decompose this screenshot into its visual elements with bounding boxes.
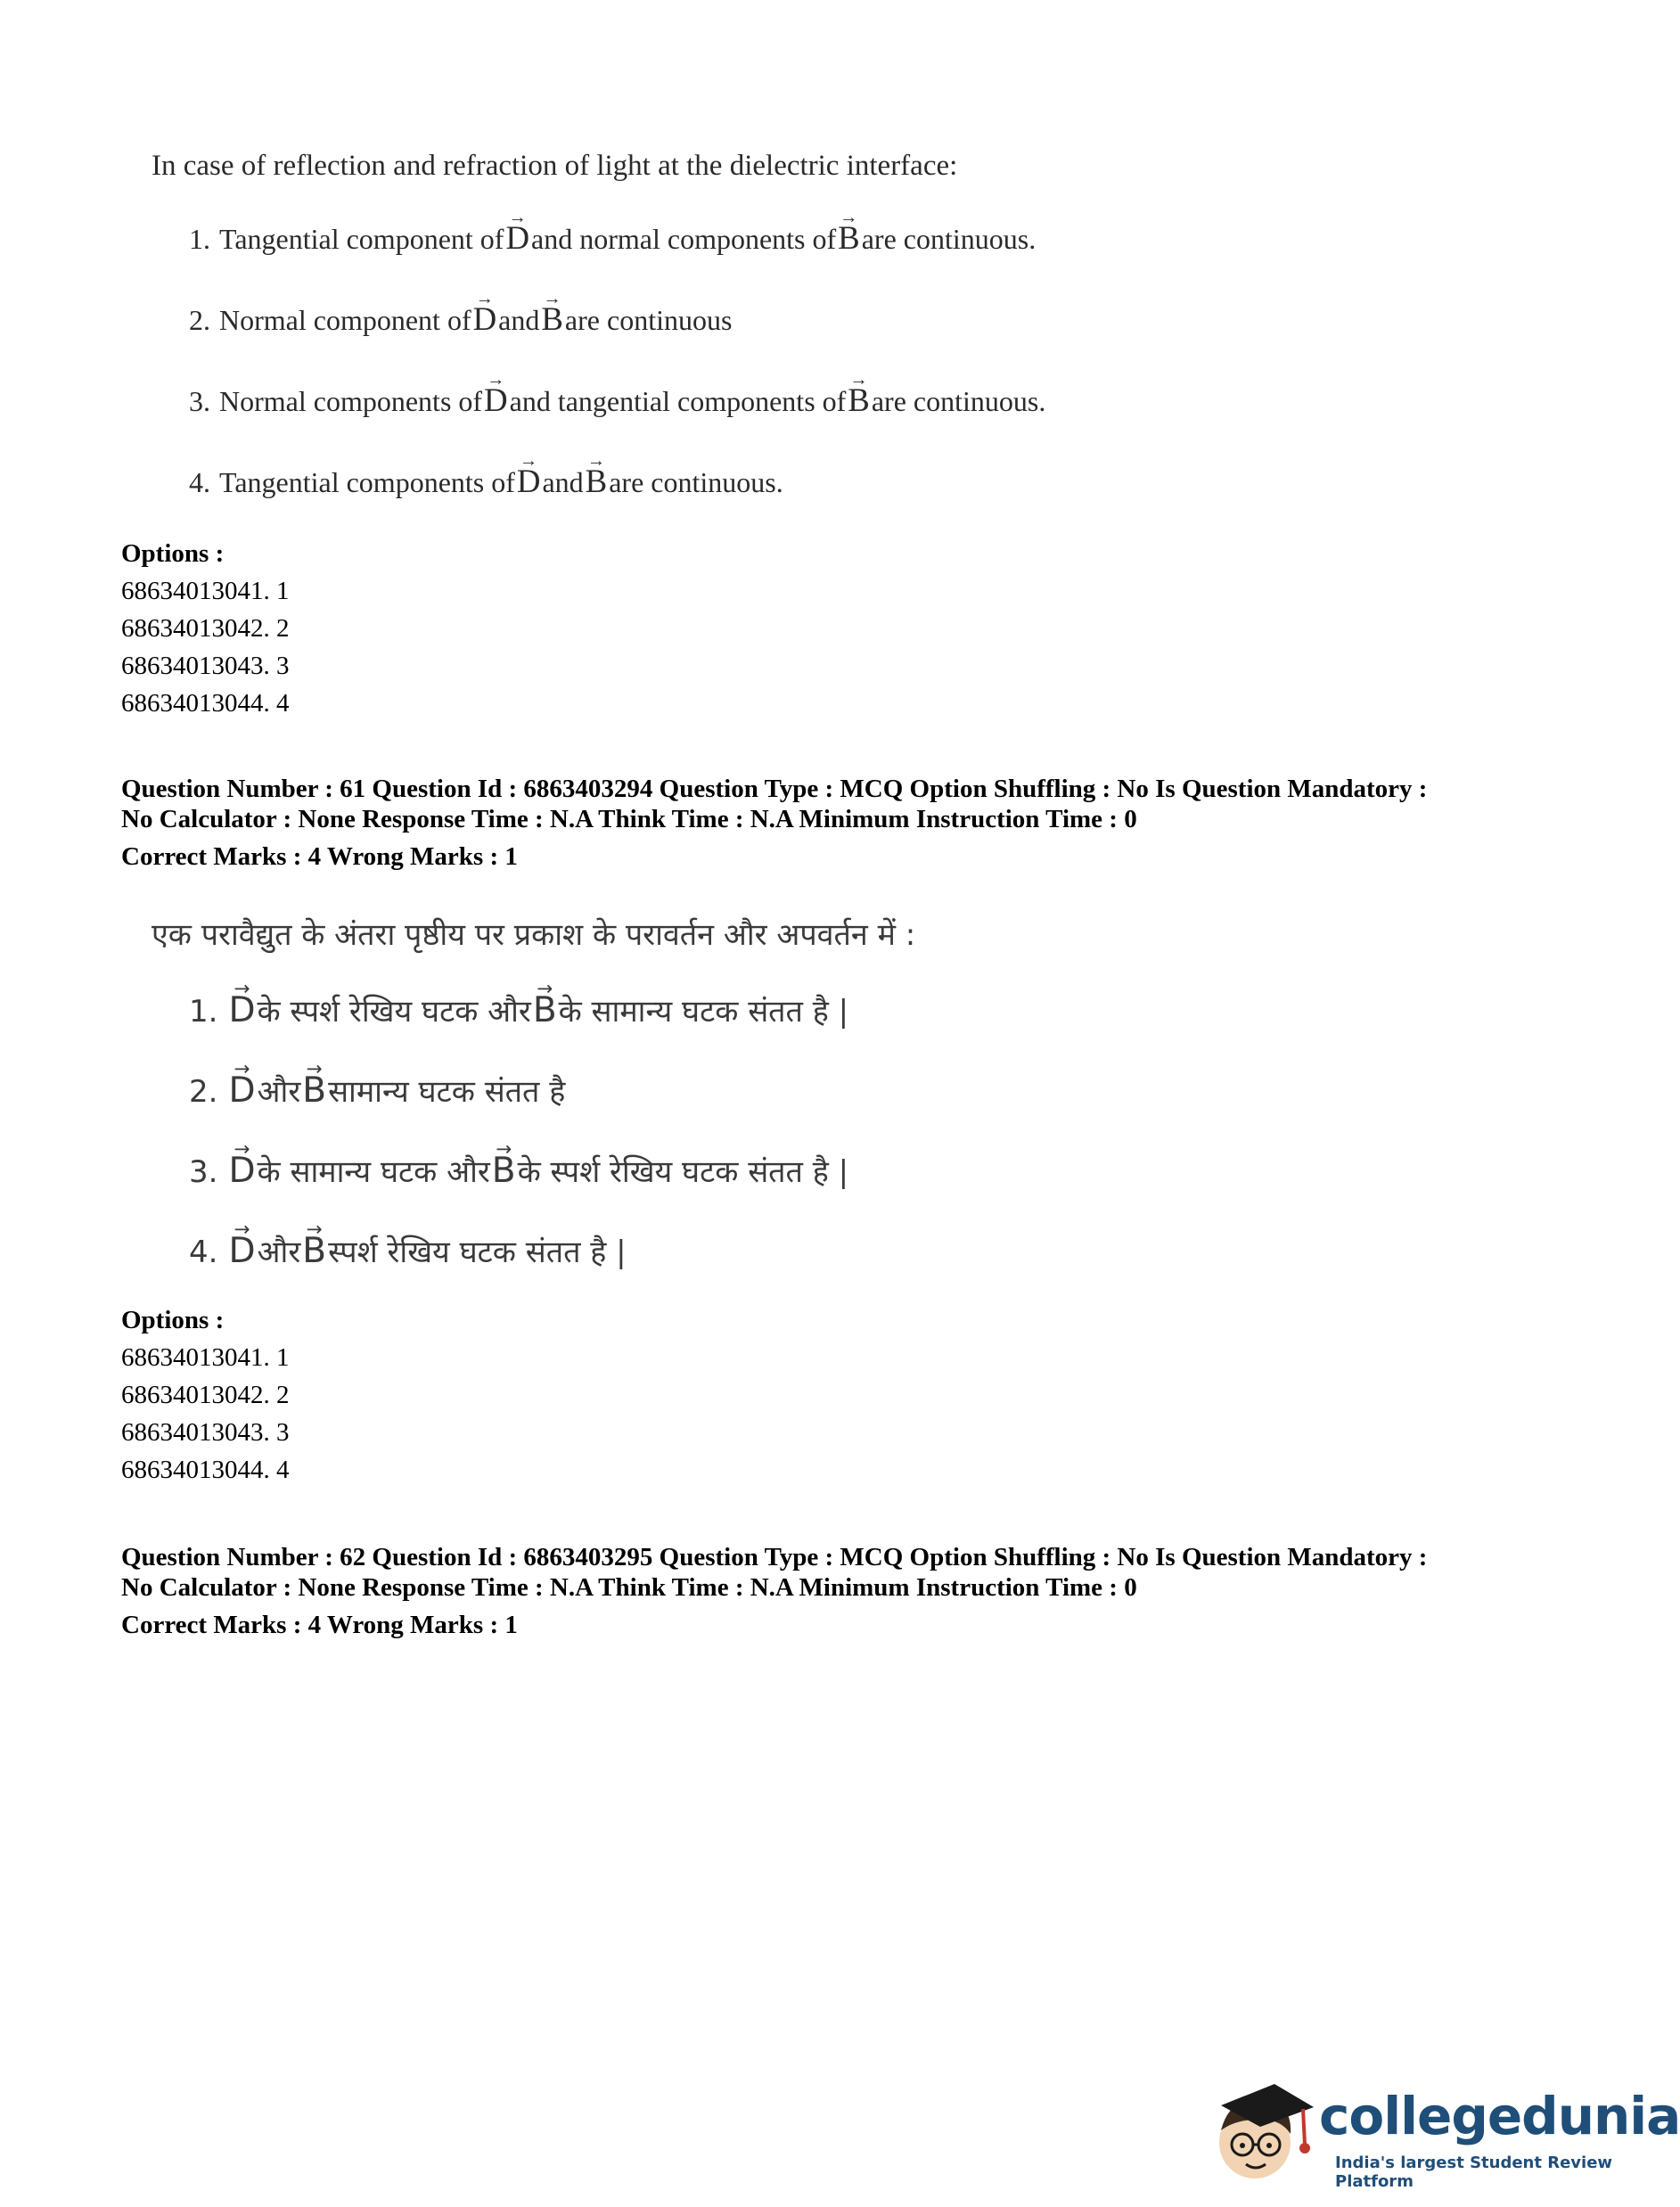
option-1: 68634013041. 1 xyxy=(121,577,290,605)
collegedunia-logo[interactable] xyxy=(1203,2068,1680,2193)
question-stem: एक परावैद्युत के अंतरा पृष्ठीय पर प्रकाश के परावर्तन और अपवर्तन में : xyxy=(152,917,916,953)
vector-b: → B xyxy=(300,1071,328,1111)
statement-1: 1. → D के स्पर्श रेखिय घटक और → B के सामान्य घटक संतत है | xyxy=(189,989,1310,1030)
question-62-meta xyxy=(121,1542,1512,1640)
option-4: 68634013044. 4 xyxy=(121,1456,290,1484)
meta-line-1: Question Number : 62 Question Id : 6863403295 Question Type : MCQ Option Shuffling : No Is Question Mandatory : xyxy=(121,1543,1428,1571)
meta-line-2: No Calculator : None Response Time : N.A Think Time : N.A Minimum Instruction Time : 0 xyxy=(121,1573,1137,1602)
options-heading: Options : xyxy=(121,1306,225,1334)
meta-line-2: No Calculator : None Response Time : N.A Think Time : N.A Minimum Instruction Time : 0 xyxy=(121,805,1137,833)
question-60-options xyxy=(121,535,290,722)
statement-3: 3. → D के सामान्य घटक और → B के स्पर्श रेखिय घटक संतत है | xyxy=(189,1150,1310,1191)
vector-b: → B xyxy=(539,299,565,338)
question-60-image xyxy=(152,150,1310,543)
question-stem: In case of reflection and refraction of light at the dielectric interface: xyxy=(152,150,958,182)
vector-b: → B xyxy=(846,381,872,419)
question-61-meta xyxy=(121,774,1512,872)
vector-b: → B xyxy=(490,1151,518,1191)
vector-d: → D xyxy=(226,1231,257,1271)
vector-d: → D xyxy=(471,299,499,338)
option-3: 68634013043. 3 xyxy=(121,1418,290,1447)
vector-b: → B xyxy=(584,462,610,500)
statement-4: 4. Tangential components of → D and → B are continuous. xyxy=(189,462,1310,500)
vector-d: → D xyxy=(226,990,257,1030)
vector-b: → B xyxy=(300,1231,328,1271)
question-61-image xyxy=(152,913,1310,1310)
student-mascot-icon xyxy=(1203,2068,1319,2193)
options-heading: Options : xyxy=(121,539,225,568)
vector-d: → D xyxy=(482,381,510,419)
option-3: 68634013043. 3 xyxy=(121,652,290,680)
vector-d: → D xyxy=(515,462,543,500)
statement-2: 2. → D और → B सामान्य घटक संतत है xyxy=(189,1070,1310,1111)
marks-line: Correct Marks : 4 Wrong Marks : 1 xyxy=(121,1611,518,1639)
meta-line-1: Question Number : 61 Question Id : 6863403294 Question Type : MCQ Option Shuffling : No Is Question Mandatory : xyxy=(121,775,1428,803)
vector-b: → B xyxy=(531,990,559,1030)
vector-d: → D xyxy=(226,1151,257,1191)
option-2: 68634013042. 2 xyxy=(121,614,290,643)
question-61-options xyxy=(121,1301,290,1489)
vector-b: → B xyxy=(836,218,862,257)
brand-tagline: India's largest Student Review Platform xyxy=(1335,2154,1613,2191)
brand-name: collegedunia xyxy=(1319,2086,1680,2146)
marks-line: Correct Marks : 4 Wrong Marks : 1 xyxy=(121,842,518,871)
statement-3: 3. Normal components of → D and tangential components of → B are continuous. xyxy=(189,381,1310,419)
statement-2: 2. Normal component of → D and → B are continuous xyxy=(189,299,1310,338)
option-4: 68634013044. 4 xyxy=(121,689,290,718)
vector-d: → D xyxy=(226,1071,257,1111)
vector-d: → D xyxy=(504,218,531,257)
option-2: 68634013042. 2 xyxy=(121,1381,290,1409)
option-1: 68634013041. 1 xyxy=(121,1343,290,1372)
statement-1: 1. Tangential component of → D and normal components of → B are continuous. xyxy=(189,218,1310,257)
statement-4: 4. → D और → B स्पर्श रेखिय घटक संतत है | xyxy=(189,1230,1310,1271)
